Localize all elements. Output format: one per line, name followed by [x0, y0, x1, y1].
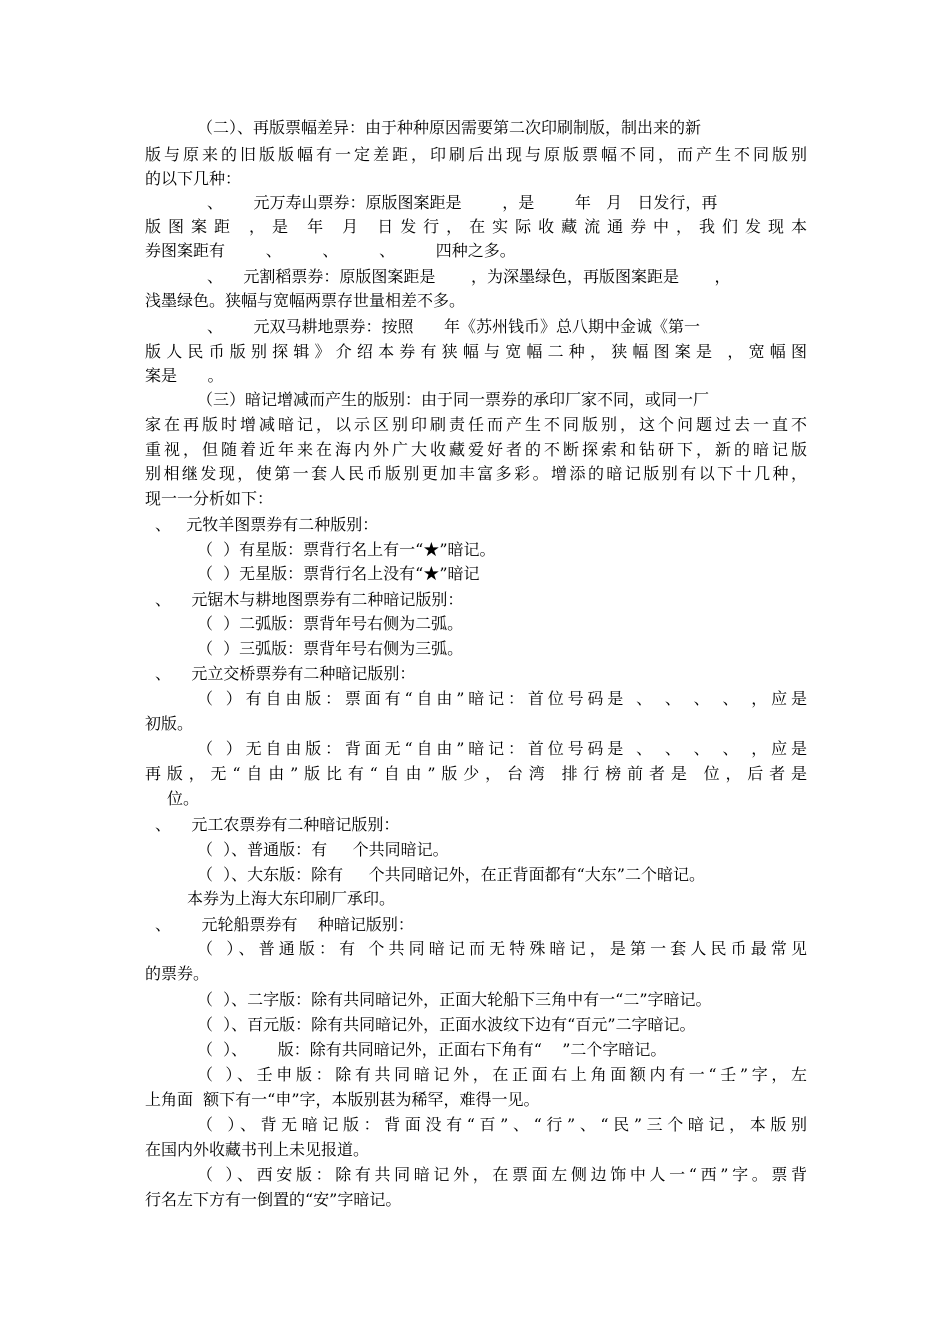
- paragraph-line: 别相继发现，使第一套人民币版别更加丰富多彩。增添的暗记版别有以下十几种，: [145, 464, 807, 483]
- item-muyang-line: 、 元牧羊图票券有二种版别：: [155, 515, 379, 534]
- sub-item-line: （ ）、二字版：除有共同暗记外，正面大轮船下三角中有一“二”字暗记。: [197, 990, 712, 1009]
- paragraph-line: 的以下几种：: [145, 169, 242, 188]
- item-lijiaoqiao-line: 、 元立交桥票券有二种暗记版别：: [155, 664, 416, 683]
- item-jumu-line: 、 元锯木与耕地图票券有二种暗记版别：: [155, 590, 464, 609]
- sub-item-line: （ ）无自由版：背面无“自由”暗记：首位号码是 、 、 、 、 ，应是: [197, 739, 807, 758]
- sub-item-line: （ ）、普通版：有 个共同暗记。: [197, 840, 449, 859]
- paragraph-line: 重视，但随着近年来在海内外广大收藏爱好者的不断探索和钻研下，新的暗记版: [145, 440, 807, 459]
- paragraph-line: 位。: [167, 789, 200, 808]
- sub-item-line: （ ）二弧版：票背年号右侧为二弧。: [197, 614, 464, 633]
- sub-item-line: （ ）、西安版：除有共同暗记外，在票面左侧边饰中人一“西”字。票背: [197, 1165, 807, 1184]
- paragraph-line: 浅墨绿色。狭幅与宽幅两票存世量相差不多。: [145, 291, 466, 310]
- paragraph-line: 家在再版时增减暗记，以示区别印刷责任而产生不同版别，这个问题过去一直不: [145, 415, 807, 434]
- sub-item-line: （ ）、 版：除有共同暗记外，正面右下角有“ ”二个字暗记。: [197, 1040, 667, 1059]
- item-wanshoushan-line: 、 元万寿山票券：原版图案距是 ，是 年 月 日发行，再: [207, 193, 718, 212]
- paragraph-line: 版与原来的旧版版幅有一定差距，印刷后出现与原版票幅不同，而产生不同版别: [145, 145, 807, 164]
- item-gedao-line: 、 元割稻票券：原版图案距是 ，为深墨绿色，再版图案距是 ，: [207, 267, 731, 286]
- section-3-heading-line: （三）暗记增减而产生的版别：由于同一票券的承印厂家不同，或同一厂: [197, 390, 710, 409]
- item-gongnong-line: 、 元工农票券有二种暗记版别：: [155, 815, 400, 834]
- paragraph-line: 的票券。: [145, 964, 210, 983]
- sub-item-line: （ ）、百元版：除有共同暗记外，正面水波纹下边有“百元”二字暗记。: [197, 1015, 696, 1034]
- paragraph-line: 券图案距有 、 、 、 四种之多。: [145, 241, 516, 260]
- paragraph-line: 再版，无“自由”版比有“自由”版少，台湾 排行榜前者是 位，后者是: [145, 764, 807, 783]
- sub-item-line: （ ）、大东版：除有 个共同暗记外，在正背面都有“大东”二个暗记。: [197, 865, 705, 884]
- paragraph-line: 本券为上海大东印刷厂承印。: [187, 889, 396, 908]
- sub-item-line: （ ）、普通版：有 个共同暗记而无特殊暗记，是第一套人民币最常见: [197, 939, 807, 958]
- item-shuangma-line: 、 元双马耕地票券：按照 年《苏州钱币》总八期中金诚《第一: [207, 317, 701, 336]
- paragraph-line: 上角面 额下有一“申”字，本版别甚为稀罕，难得一见。: [145, 1090, 540, 1109]
- paragraph-line: 版人民币版别探辑》介绍本券有狭幅与宽幅二种，狭幅图案是 ，宽幅图: [145, 342, 807, 361]
- sub-item-line: （ ）有自由版：票面有“自由”暗记：首位号码是 、 、 、 、 ，应是: [197, 689, 807, 708]
- sub-item-line: （ ）三弧版：票背年号右侧为三弧。: [197, 639, 464, 658]
- paragraph-line: 现一一分析如下：: [145, 489, 274, 508]
- sub-item-line: （ ）、壬申版：除有共同暗记外，在正面右上角面额内有一“壬”字，左: [197, 1065, 807, 1084]
- paragraph-line: 初版。: [145, 714, 194, 733]
- sub-item-line: （ ）有星版：票背行名上有一“★”暗记。: [197, 540, 496, 559]
- paragraph-line: 行名左下方有一倒置的“安”字暗记。: [145, 1190, 402, 1209]
- sub-item-line: （ ）无星版：票背行名上没有“★”暗记: [197, 564, 480, 583]
- paragraph-line: 案是 。: [145, 366, 224, 385]
- paragraph-line: 版图案距 ，是 年 月 日发行，在实际收藏流通券中，我们发现本: [145, 217, 807, 236]
- paragraph-line: 在国内外收藏书刊上未见报道。: [145, 1140, 370, 1159]
- item-lunchuan-line: 、 元轮船票券有 种暗记版别：: [155, 915, 414, 934]
- section-2-heading-line: （二）、再版票幅差异：由于种种原因需要第二次印刷制版，制出来的新: [197, 118, 702, 137]
- sub-item-line: （ ）、背无暗记版：背面没有“百”、“行”、“民”三个暗记，本版别: [197, 1115, 807, 1134]
